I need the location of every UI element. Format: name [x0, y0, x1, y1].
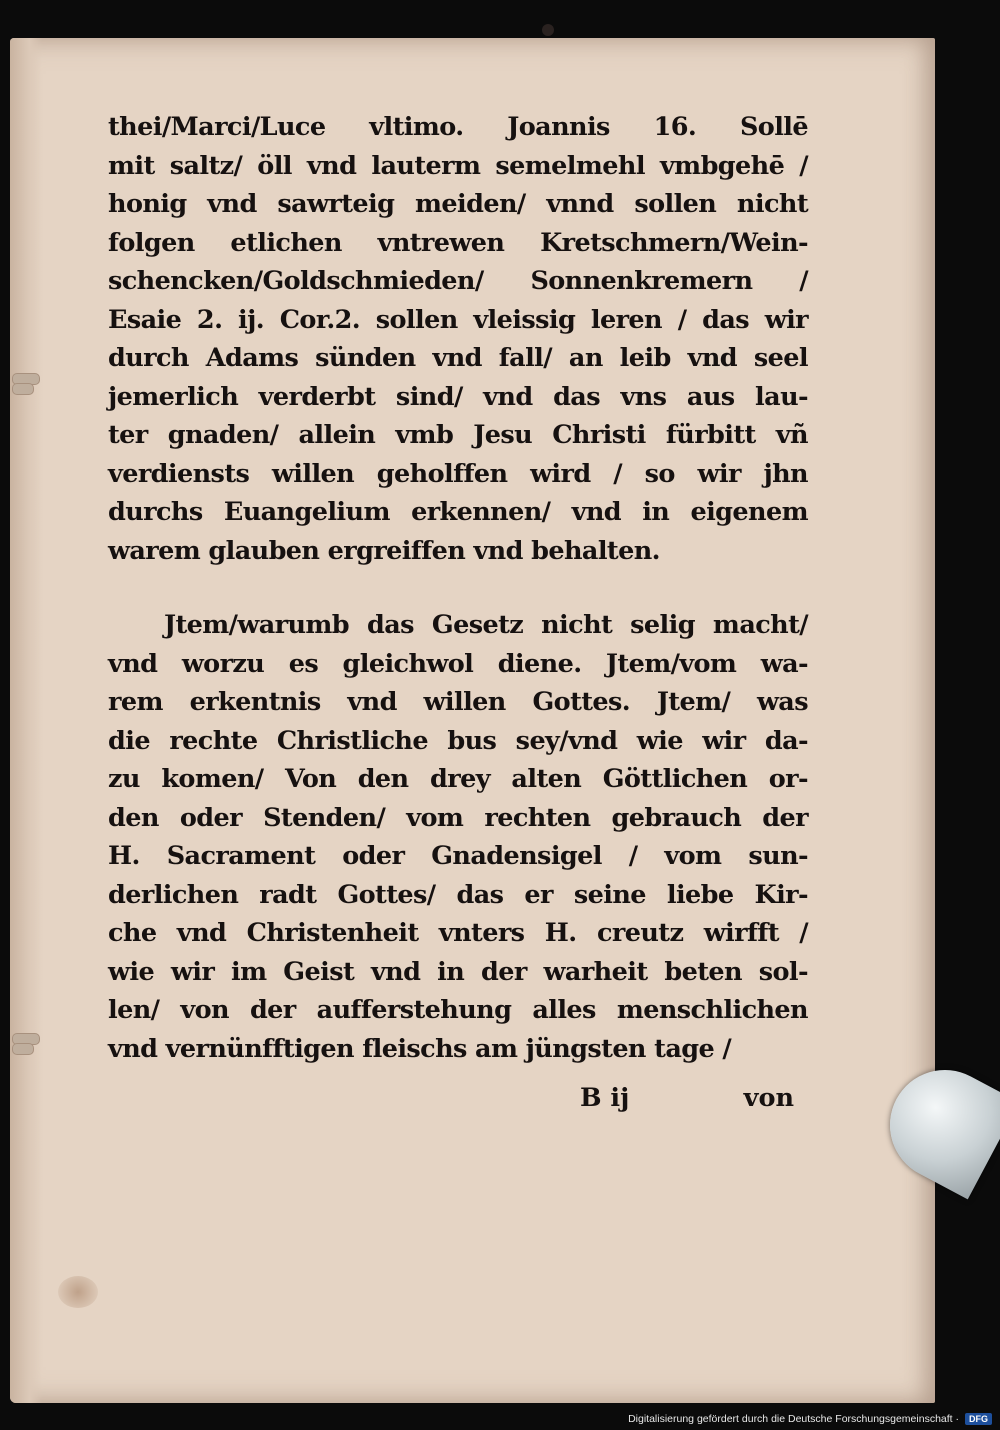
text-line: Jtem/warumb das Gesetz nicht selig macht/	[164, 610, 808, 640]
binding-thread	[12, 383, 34, 395]
text-line: durchs Euangelium erkennen/ vnd in eigenem	[108, 497, 808, 527]
text-line: len/ von der aufferstehung alles menschlichen	[108, 995, 808, 1025]
text-line: thei/Marci/Luce vltimo. Joannis 16. Sollē	[108, 112, 808, 142]
paragraph-2	[108, 606, 808, 1068]
dfg-logo-icon: DFG	[965, 1413, 992, 1425]
text-line: jemerlich verderbt sind/ vnd das vns aus lau-	[108, 381, 808, 412]
text-line: wie wir im Geist vnd in der warheit beten sol-	[108, 956, 808, 987]
binding-thread	[12, 1043, 34, 1055]
text-line: schencken/Goldschmieden/ Sonnenkremern /	[108, 266, 808, 296]
catchword: von	[743, 1083, 794, 1113]
text-line: vnd vernünfftigen fleischs am jüngsten tage /	[108, 1033, 732, 1064]
text-line: che vnd Christenheit vnters H. creutz wirfft /	[108, 918, 808, 948]
text-line: durch Adams sünden vnd fall/ an leib vnd seel	[108, 343, 808, 373]
page-text	[108, 108, 808, 1068]
text-line: warem glauben ergreiffen vnd behalten.	[108, 535, 660, 566]
signature-line	[108, 1079, 808, 1117]
paragraph-gap	[108, 570, 808, 606]
text-line: die rechte Christliche bus sey/vnd wie wir da-	[108, 725, 808, 756]
footer-bar	[0, 1408, 1000, 1430]
footer-credit: Digitalisierung gefördert durch die Deutsche Forschungsgemeinschaft ·	[628, 1413, 959, 1425]
text-line: mit saltz/ öll vnd lauterm semelmehl vmbgehē /	[108, 150, 808, 181]
page-spine	[10, 38, 42, 1403]
text-line: ter gnaden/ allein vmb Jesu Christi fürbitt vñ	[108, 420, 808, 450]
signature-mark: B ij	[580, 1083, 630, 1113]
text-line: zu komen/ Von den drey alten Göttlichen or-	[108, 764, 808, 794]
text-line: vnd worzu es gleichwol diene. Jtem/vom wa-	[108, 648, 808, 679]
text-line: folgen etlichen vntrewen Kretschmern/Wein-	[108, 227, 808, 258]
paragraph-1	[108, 108, 808, 570]
text-line: verdiensts willen geholffen wird / so wir jhn	[108, 458, 808, 489]
text-line: honig vnd sawrteig meiden/ vnnd sollen nicht	[108, 189, 808, 219]
text-line: den oder Stenden/ vom rechten gebrauch der	[108, 802, 808, 833]
text-line: Esaie 2. ij. Cor.2. sollen vleissig leren / das wir	[108, 304, 808, 335]
text-line: derlichen radt Gottes/ das er seine liebe Kir-	[108, 879, 808, 910]
paper-stain	[58, 1276, 98, 1308]
text-line: H. Sacrament oder Gnadensigel / vom sun-	[108, 841, 808, 871]
text-line: rem erkentnis vnd willen Gottes. Jtem/ was	[108, 687, 808, 717]
pinhole-mark	[542, 24, 554, 36]
